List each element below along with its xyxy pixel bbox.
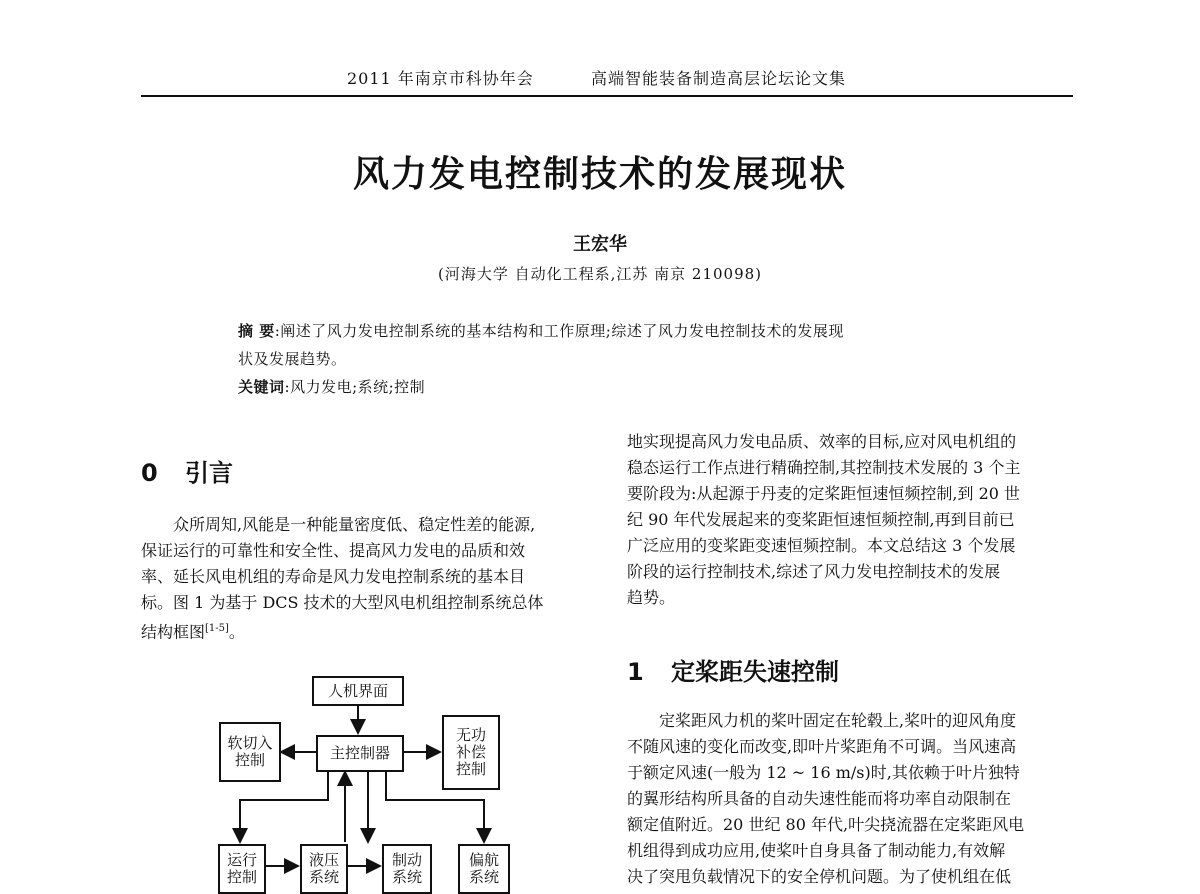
box-yaw-system: 偏航 系统 — [458, 844, 510, 894]
section-1-number: 1 — [627, 658, 644, 686]
author-affiliation: (河海大学 自动化工程系,江苏 南京 210098) — [437, 265, 763, 283]
right-column-intro — [627, 429, 1077, 611]
running-header-left: 2011 年南京市科协年会 — [347, 69, 534, 88]
box-brake-system: 制动 系统 — [382, 844, 432, 894]
body-text: 。 — [228, 622, 245, 642]
body-line: 不随风速的变化而改变,即叶片桨距角不可调。当风速高 — [627, 737, 1017, 756]
body-line: 额定值附近。20 世纪 80 年代,叶尖挠流器在定桨距风电 — [627, 815, 1025, 834]
body-line: 的翼形结构所具备的自动失速性能而将功率自动限制在 — [627, 789, 1012, 808]
body-line: 决了突甩负载情况下的安全停机问题。为了使机组在低 — [627, 867, 1012, 886]
body-line: 率、延长风电机组的寿命是风力发电控制系统的基本目 — [141, 567, 526, 586]
citation: [1-5] — [205, 623, 229, 634]
abstract-text: :阐述了风力发电控制系统的基本结构和工作原理;综述了风力发电控制技术的发展现 — [274, 322, 844, 340]
section-1-heading — [627, 652, 839, 687]
body-line: 纪 90 年代发展起来的变桨距恒速恒频控制,再到目前已 — [627, 510, 1015, 529]
body-line: 保证运行的可靠性和安全性、提高风力发电的品质和效 — [141, 541, 526, 560]
body-line: 阶段的运行控制技术,综述了风力发电控制技术的发展 — [627, 562, 1001, 581]
body-line: 标。图 1 为基于 DCS 技术的大型风电机组控制系统总体 — [141, 593, 544, 612]
keywords-label: 关键词 — [238, 378, 285, 396]
body-line: 趋势。 — [627, 588, 676, 607]
body-line: 机组得到成功应用,使桨叶自身具备了制动能力,有效解 — [627, 841, 1006, 860]
paper-title: 风力发电控制技术的发展现状 — [352, 154, 847, 195]
box-hydraulic-system: 液压 系统 — [300, 844, 348, 894]
box-hmi: 人机界面 — [312, 676, 404, 706]
abstract-line-2: 状及发展趋势。 — [238, 350, 347, 368]
body-line: 于额定风速(一般为 12 ~ 16 m/s)时,其依赖于叶片独特 — [627, 763, 1020, 782]
abstract-label: 摘 要 — [238, 322, 275, 340]
body-line: 众所周知,风能是一种能量密度低、稳定性差的能源, — [173, 515, 536, 534]
box-reactive-compensation: 无功 补偿 控制 — [442, 715, 500, 790]
section-0-number: 0 — [141, 459, 158, 487]
box-main-controller: 主控制器 — [316, 735, 404, 772]
box-operation-control: 运行 控制 — [218, 844, 266, 894]
body-text: 结构框图 — [141, 622, 206, 642]
section-1-title: 定桨距失速控制 — [671, 658, 839, 686]
section-0-title: 引言 — [185, 459, 233, 487]
running-header-right: 高端智能装备制造高层论坛论文集 — [591, 69, 847, 88]
box-soft-start-control: 软切入 控制 — [219, 722, 281, 782]
body-line: 要阶段为:从起源于丹麦的定桨距恒速恒频控制,到 20 世 — [627, 484, 1021, 503]
body-line: 广泛应用的变桨距变速恒频控制。本文总结这 3 个发展 — [627, 536, 1016, 555]
keywords-text: :风力发电;系统;控制 — [284, 378, 426, 396]
body-line: 地实现提高风力发电品质、效率的目标,应对风电机组的 — [627, 432, 1017, 451]
author-name: 王宏华 — [573, 234, 627, 255]
section-1-body — [627, 708, 1077, 890]
body-line: 定桨距风力机的桨叶固定在轮毂上,桨叶的迎风角度 — [659, 711, 1017, 730]
body-line: 稳态运行工作点进行精确控制,其控制技术发展的 3 个主 — [627, 458, 1021, 477]
arrow-main-to-operation — [240, 772, 328, 842]
